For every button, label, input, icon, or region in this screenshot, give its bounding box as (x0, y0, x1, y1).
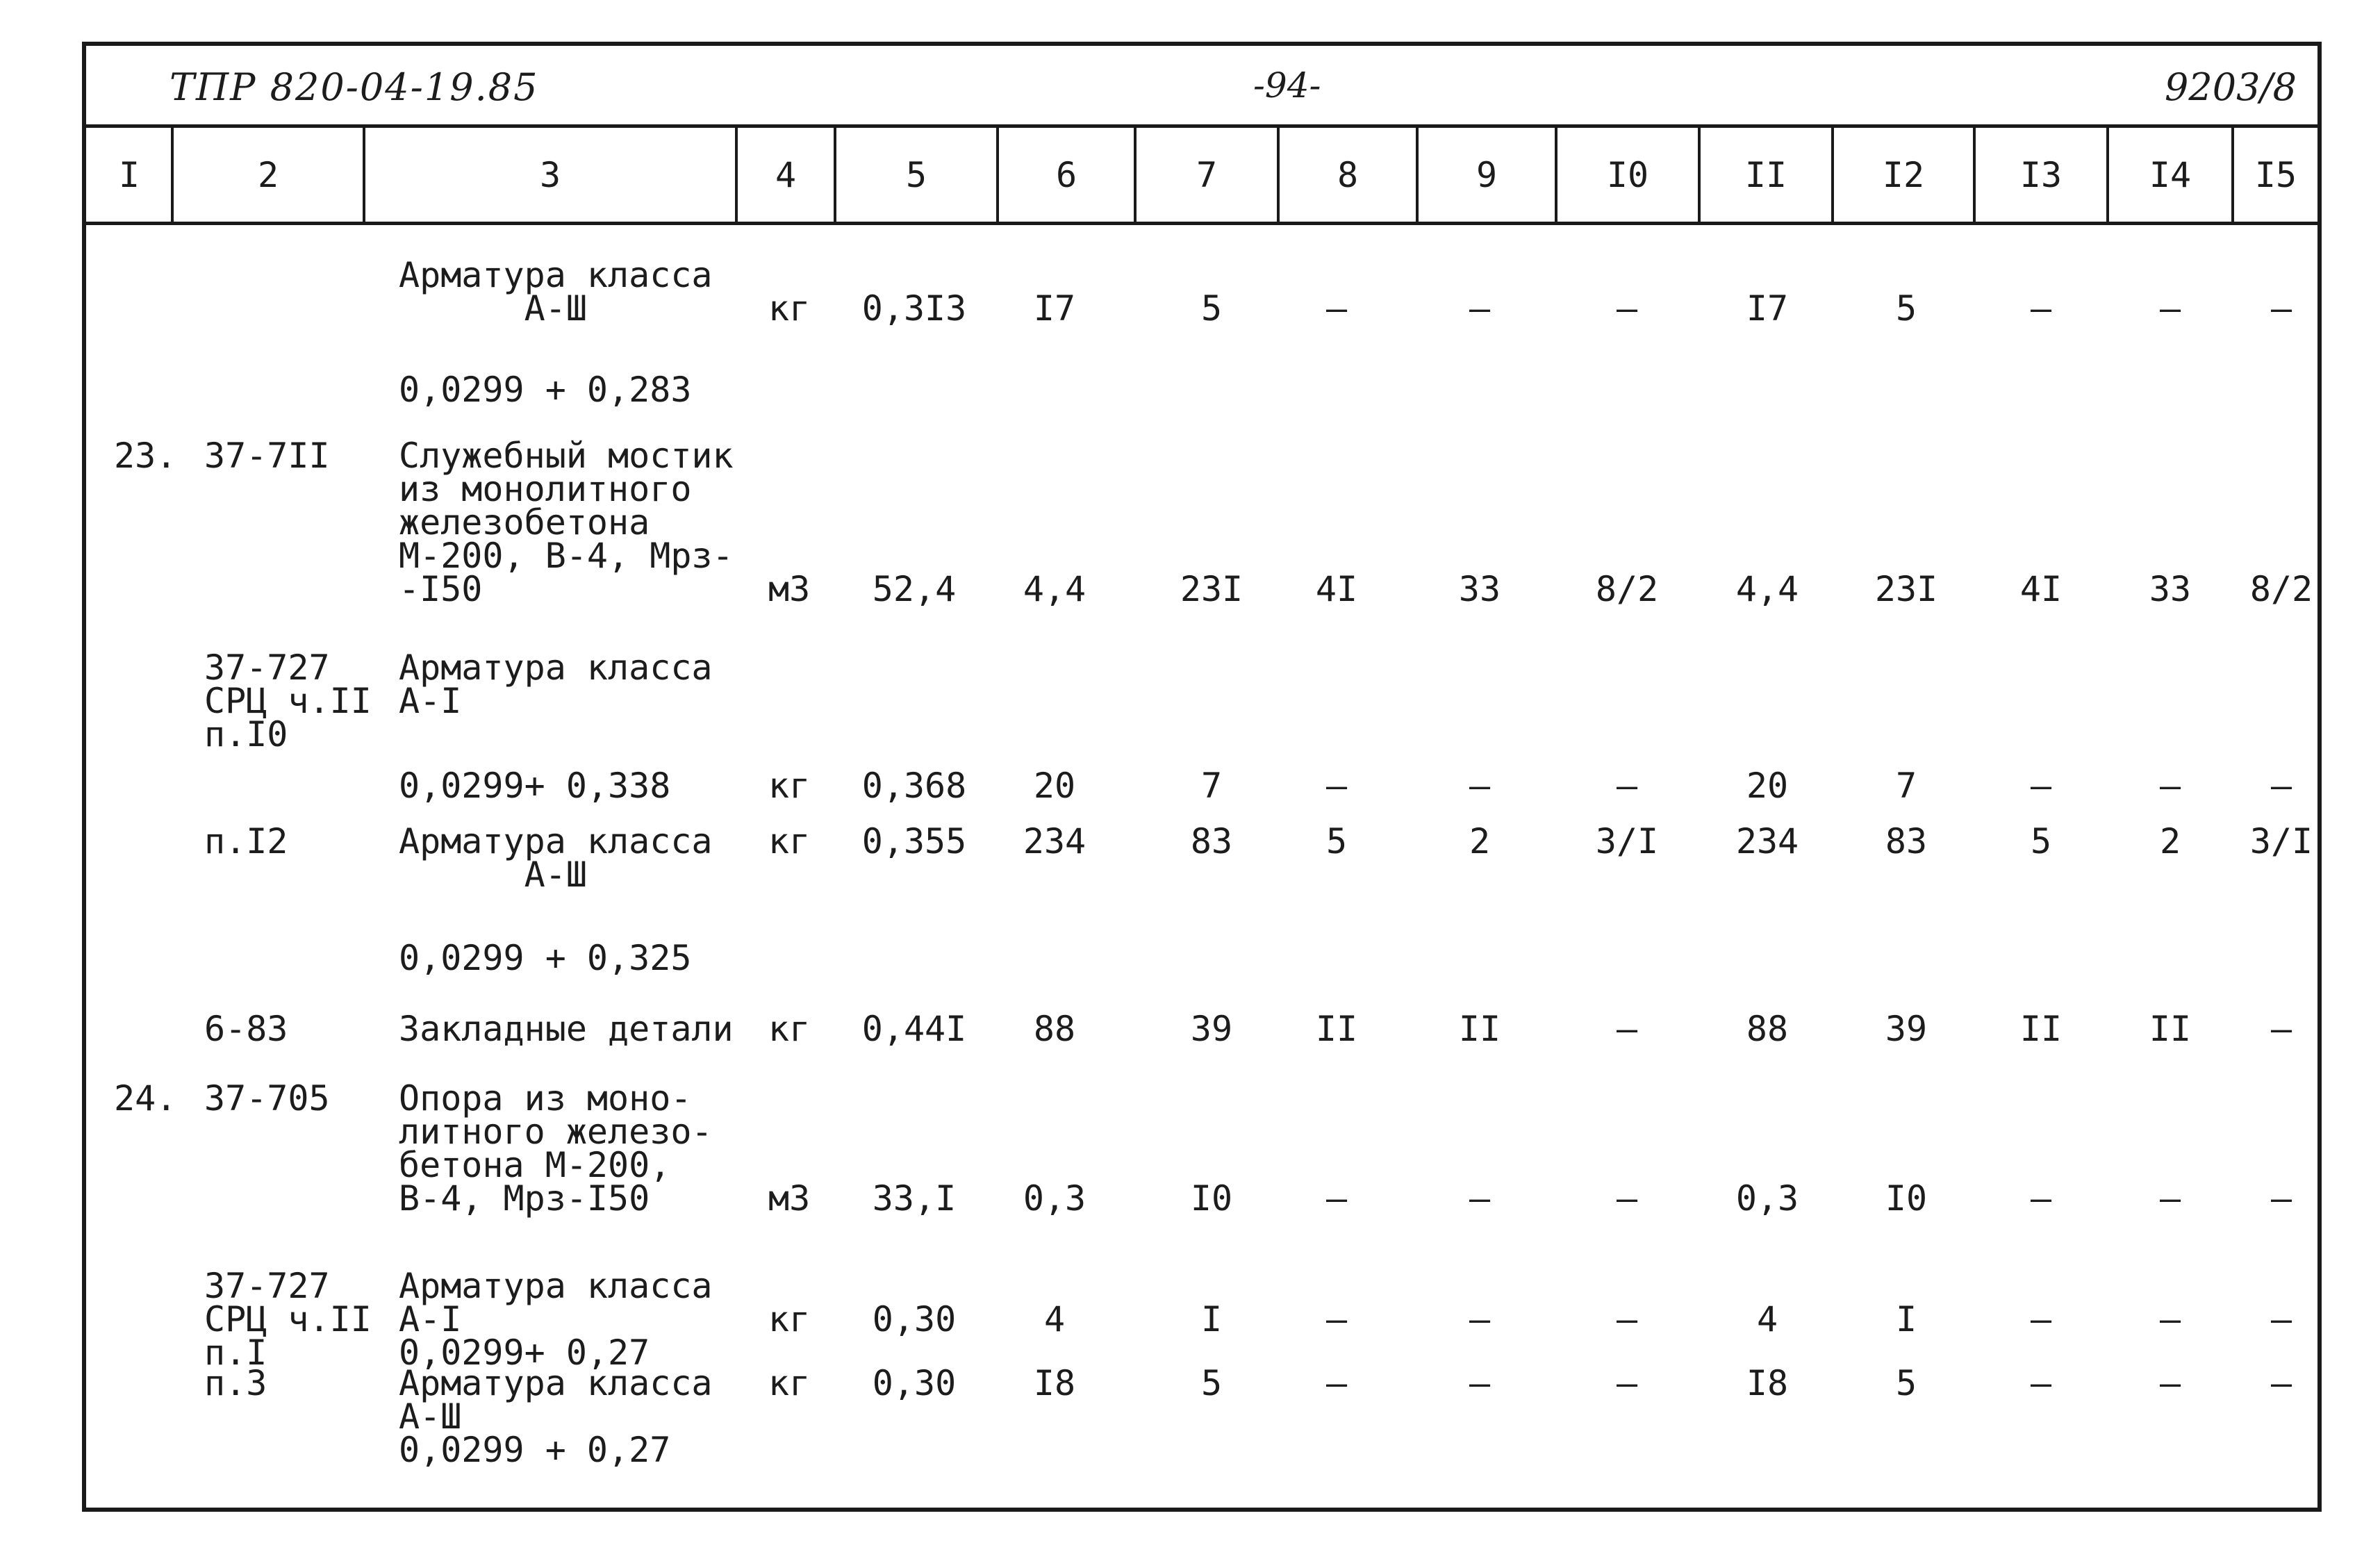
description-line: А-Ш (399, 1396, 462, 1437)
value-cell: 0,44I (861, 1009, 967, 1049)
column-header: 4 (775, 154, 797, 195)
unit-cell: кг (768, 288, 811, 329)
value-cell: – (2030, 288, 2052, 329)
column-separator (1831, 128, 1834, 222)
value-cell: – (2270, 1178, 2292, 1219)
description-line: 0,0299 + 0,325 (399, 938, 692, 978)
value-cell: I8 (1033, 1363, 1076, 1403)
column-separator (1416, 128, 1419, 222)
value-cell: 2 (1469, 821, 1491, 861)
column-separator (1134, 128, 1137, 222)
reference-code: п.I0 (204, 714, 288, 754)
column-separator (2106, 128, 2109, 222)
unit-cell: кг (768, 1299, 811, 1339)
value-cell: I0 (1885, 1178, 1928, 1219)
value-cell: – (2159, 1178, 2181, 1219)
description-line: 0,0299+ 0,338 (399, 766, 671, 806)
description-line: -I50 (399, 569, 483, 609)
value-cell: – (2030, 1363, 2052, 1403)
column-header-row (86, 128, 2317, 225)
description-line: Арматура класса (399, 1266, 713, 1306)
value-cell: – (1325, 288, 1348, 329)
value-cell: 4,4 (1023, 569, 1086, 609)
value-cell: – (1469, 1363, 1491, 1403)
description-line: Закладные детали (399, 1009, 734, 1049)
value-cell: 7 (1200, 766, 1223, 806)
value-cell: 33,I (872, 1178, 957, 1219)
column-header: II (1744, 154, 1787, 195)
unit-cell: кг (768, 1009, 811, 1049)
value-cell: 5 (1325, 821, 1348, 861)
column-separator (363, 128, 365, 222)
value-cell: 234 (1023, 821, 1086, 861)
description-line: А-I (399, 1299, 462, 1339)
column-header: I0 (1606, 154, 1649, 195)
value-cell: – (1616, 1009, 1638, 1049)
value-cell: – (1469, 766, 1491, 806)
value-cell: I0 (1190, 1178, 1233, 1219)
description-line: Опора из моно- (399, 1078, 692, 1119)
value-cell: 23I (1874, 569, 1938, 609)
value-cell: – (1325, 766, 1348, 806)
value-cell: 8/2 (2249, 569, 2313, 609)
value-cell: 23I (1180, 569, 1243, 609)
column-header: 2 (257, 154, 279, 195)
column-header: 9 (1476, 154, 1498, 195)
column-separator (1973, 128, 1976, 222)
column-header: I4 (2149, 154, 2192, 195)
reference-code: п.I (204, 1333, 267, 1373)
value-cell: 0,3I3 (861, 288, 967, 329)
value-cell: 0,3 (1735, 1178, 1799, 1219)
description-line: из монолитного (399, 469, 692, 509)
description-line: В-4, Мрз-I50 (399, 1178, 650, 1219)
description-line: 0,0299 + 0,283 (399, 370, 692, 410)
value-cell: 5 (1895, 1363, 1917, 1403)
unit-cell: кг (768, 821, 811, 861)
description-line: Служебный мостик (399, 436, 734, 476)
column-header: 8 (1337, 154, 1359, 195)
column-header: I3 (2019, 154, 2063, 195)
value-cell: 4 (1756, 1299, 1778, 1339)
value-cell: – (1325, 1363, 1348, 1403)
value-cell: – (1616, 1363, 1638, 1403)
reference-code: СРЦ ч.II (204, 681, 372, 721)
value-cell: – (1469, 288, 1491, 329)
document-code: ТПР 820-04-19.85 (170, 65, 539, 109)
reference-code: 37-727 (204, 1266, 330, 1306)
value-cell: – (1469, 1299, 1491, 1339)
value-cell: 0,355 (861, 821, 967, 861)
value-cell: 88 (1033, 1009, 1076, 1049)
value-cell: I7 (1033, 288, 1076, 329)
value-cell: – (1325, 1178, 1348, 1219)
reference-code: 37-7II (204, 436, 330, 476)
column-separator (996, 128, 999, 222)
value-cell: 20 (1746, 766, 1789, 806)
value-cell: 0,3 (1023, 1178, 1086, 1219)
value-cell: – (2159, 1363, 2181, 1403)
description-line: Арматура класса (399, 821, 713, 861)
description-line: железобетона (399, 502, 650, 543)
reference-code: СРЦ ч.II (204, 1299, 372, 1339)
value-cell: – (1616, 1299, 1638, 1339)
description-line: Арматура класса (399, 1363, 713, 1403)
value-cell: 4I (1315, 569, 1358, 609)
value-cell: 83 (1190, 821, 1233, 861)
sheet-number: 9203/8 (2165, 65, 2297, 109)
description-line: А-Ш (399, 855, 587, 895)
column-separator (1555, 128, 1557, 222)
reference-code: 6-83 (204, 1009, 288, 1049)
value-cell: 33 (1458, 569, 1501, 609)
value-cell: – (2030, 1299, 2052, 1339)
value-cell: II (1458, 1009, 1501, 1049)
column-separator (1698, 128, 1701, 222)
value-cell: – (2030, 1178, 2052, 1219)
value-cell: – (1616, 1178, 1638, 1219)
reference-code: п.3 (204, 1363, 267, 1403)
column-header: 5 (905, 154, 927, 195)
column-header: 3 (539, 154, 561, 195)
row-number: 23. (114, 436, 177, 476)
column-header: 7 (1196, 154, 1218, 195)
row-number: 24. (114, 1078, 177, 1119)
value-cell: 88 (1746, 1009, 1789, 1049)
value-cell: – (2270, 288, 2292, 329)
value-cell: – (1616, 288, 1638, 329)
column-header: I (118, 154, 140, 195)
value-cell: II (1315, 1009, 1358, 1049)
column-separator (735, 128, 738, 222)
value-cell: 4I (2019, 569, 2063, 609)
value-cell: 3/I (2249, 821, 2313, 861)
value-cell: 83 (1885, 821, 1928, 861)
value-cell: – (1325, 1299, 1348, 1339)
description-line: Арматура класса (399, 647, 713, 688)
reference-code: 37-705 (204, 1078, 330, 1119)
value-cell: 2 (2159, 821, 2181, 861)
description-line: А-I (399, 681, 462, 721)
column-separator (171, 128, 174, 222)
value-cell: 5 (1895, 288, 1917, 329)
value-cell: 5 (1200, 1363, 1223, 1403)
column-header: I5 (2254, 154, 2297, 195)
value-cell: 52,4 (872, 569, 957, 609)
description-line: 0,0299 + 0,27 (399, 1430, 671, 1470)
description-line: 0,0299+ 0,27 (399, 1333, 650, 1373)
value-cell: II (2149, 1009, 2192, 1049)
value-cell: 8/2 (1595, 569, 1659, 609)
value-cell: 0,30 (872, 1299, 957, 1339)
value-cell: 39 (1190, 1009, 1233, 1049)
value-cell: – (2270, 1009, 2292, 1049)
document-sheet (82, 42, 2322, 1512)
value-cell: 39 (1885, 1009, 1928, 1049)
description-line: М-200, В-4, Мрз- (399, 536, 734, 576)
value-cell: 7 (1895, 766, 1917, 806)
description-line: А-Ш (399, 288, 587, 329)
value-cell: – (2270, 1299, 2292, 1339)
unit-cell: м3 (768, 569, 811, 609)
value-cell: 0,30 (872, 1363, 957, 1403)
value-cell: 20 (1033, 766, 1076, 806)
value-cell: 5 (1200, 288, 1223, 329)
value-cell: – (1616, 766, 1638, 806)
page-header (86, 46, 2317, 128)
description-line: Арматура класса (399, 255, 713, 295)
value-cell: 0,368 (861, 766, 967, 806)
value-cell: – (2159, 1299, 2181, 1339)
value-cell: I7 (1746, 288, 1789, 329)
reference-code: 37-727 (204, 647, 330, 688)
page-number: -94- (1253, 65, 1321, 106)
value-cell: I (1895, 1299, 1917, 1339)
value-cell: II (2019, 1009, 2063, 1049)
value-cell: – (2159, 288, 2181, 329)
value-cell: 4 (1043, 1299, 1066, 1339)
value-cell: – (1469, 1178, 1491, 1219)
unit-cell: м3 (768, 1178, 811, 1219)
description-line: литного железо- (399, 1112, 713, 1152)
value-cell: 4,4 (1735, 569, 1799, 609)
value-cell: 3/I (1595, 821, 1659, 861)
value-cell: – (2159, 766, 2181, 806)
reference-code: п.I2 (204, 821, 288, 861)
column-separator (834, 128, 836, 222)
unit-cell: кг (768, 1363, 811, 1403)
value-cell: – (2270, 766, 2292, 806)
value-cell: I (1200, 1299, 1223, 1339)
value-cell: 33 (2149, 569, 2192, 609)
value-cell: 234 (1735, 821, 1799, 861)
value-cell: – (2270, 1363, 2292, 1403)
column-separator (2231, 128, 2234, 222)
value-cell: 5 (2030, 821, 2052, 861)
description-line: бетона М-200, (399, 1145, 671, 1185)
value-cell: I8 (1746, 1363, 1789, 1403)
column-header: 6 (1055, 154, 1077, 195)
unit-cell: кг (768, 766, 811, 806)
value-cell: – (2030, 766, 2052, 806)
column-header: I2 (1882, 154, 1925, 195)
column-separator (1277, 128, 1280, 222)
